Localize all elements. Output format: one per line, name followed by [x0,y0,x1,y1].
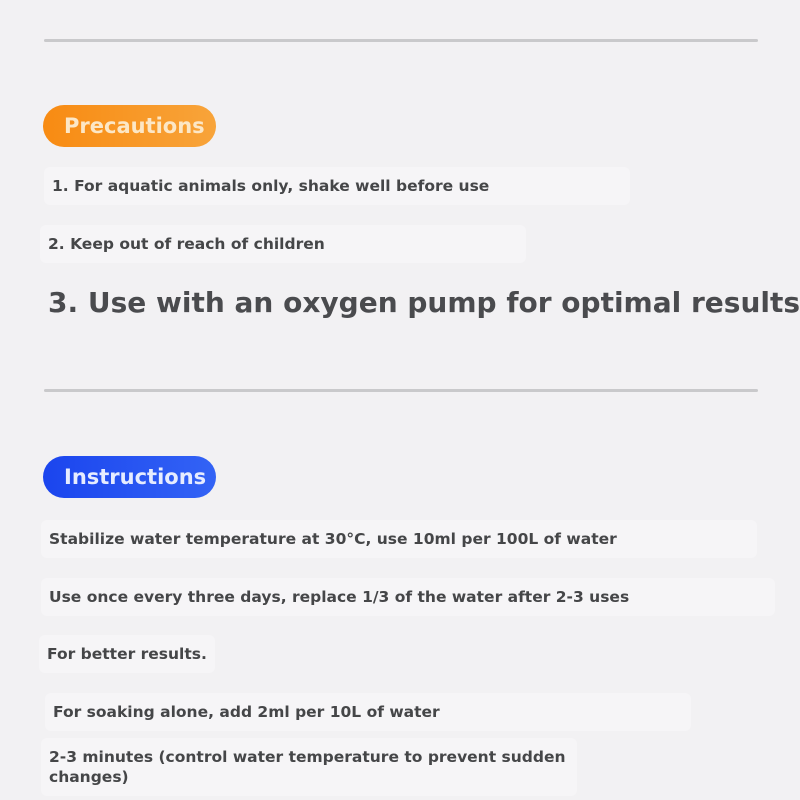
top-divider [44,39,758,42]
precautions-badge [43,105,216,147]
precaution-item-2: 2. Keep out of reach of children [40,225,526,263]
precautions-title: Precautions [64,114,205,138]
precaution-item-3: 3. Use with an oxygen pump for optimal results [48,286,800,319]
instruction-item-1: Stabilize water temperature at 30°C, use 10ml per 100L of water [41,520,757,558]
middle-divider [44,389,758,392]
precaution-item-1: 1. For aquatic animals only, shake well before use [44,167,630,205]
instruction-item-4: For soaking alone, add 2ml per 10L of water [45,693,691,731]
instruction-item-5: 2-3 minutes (control water temperature to prevent sudden changes) [41,738,577,796]
instructions-title: Instructions [64,465,207,489]
instruction-item-2: Use once every three days, replace 1/3 of the water after 2-3 uses [41,578,775,616]
instruction-item-3: For better results. [39,635,215,673]
instructions-badge [43,456,216,498]
